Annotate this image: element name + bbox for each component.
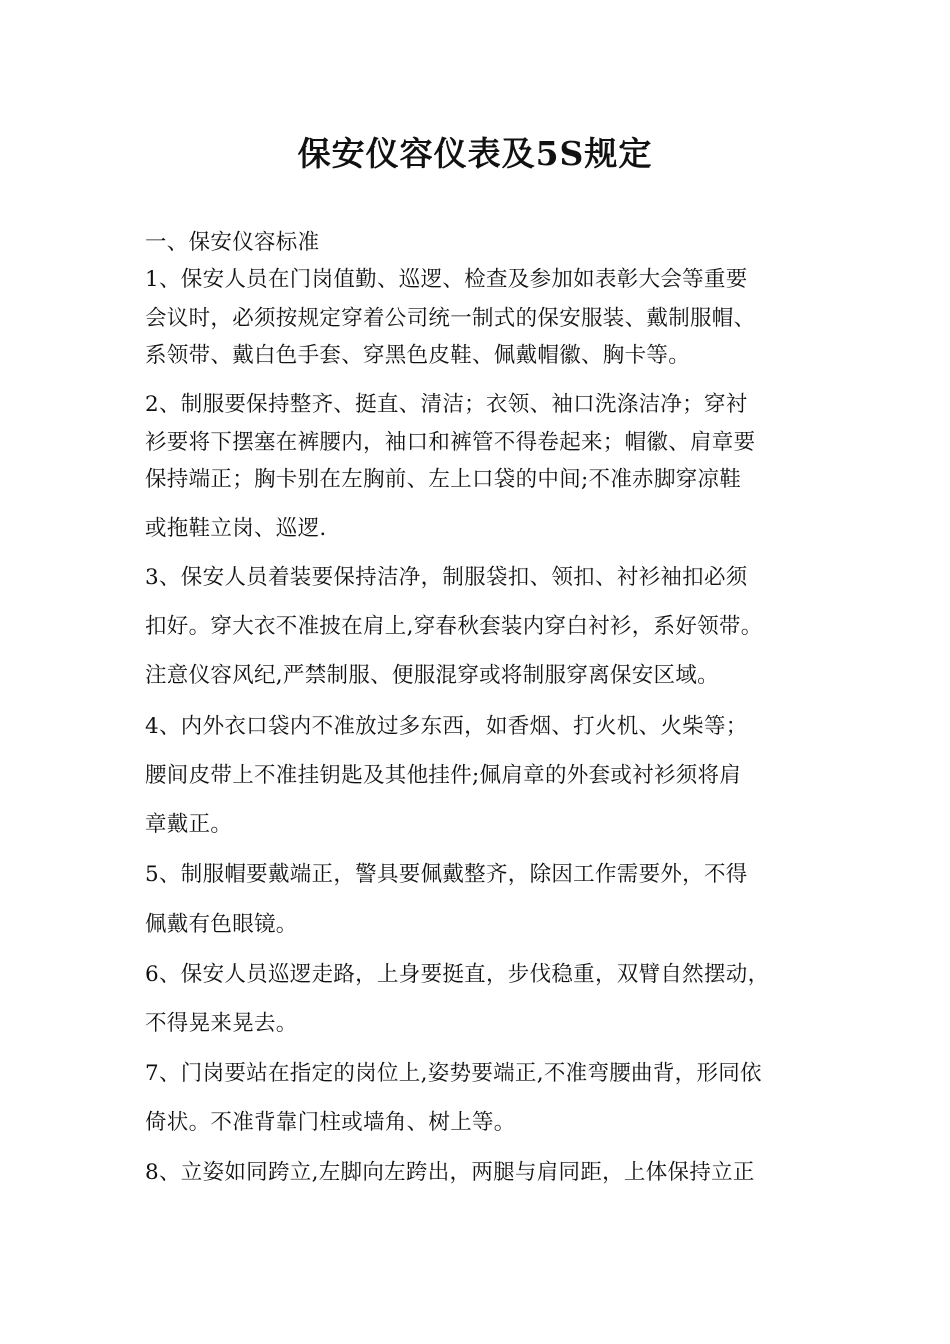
text-line: 4、内外衣口袋内不准放过多东西，如香烟、打火机、火柴等； — [145, 714, 748, 739]
section-heading: 一、保安仪容标准 — [145, 230, 320, 255]
text-line: 保持端正；胸卡别在左胸前、左上口袋的中间;不准赤脚穿凉鞋 — [145, 467, 742, 492]
text-line: 3、保安人员着装要保持洁净，制服袋扣、领扣、衬衫袖扣必须 — [145, 565, 748, 590]
text-line: 1、保安人员在门岗值勤、巡逻、检查及参加如表彰大会等重要 — [145, 267, 748, 292]
text-line: 注意仪容风纪,严禁制服、便服混穿或将制服穿离保安区域。 — [145, 663, 719, 688]
text-line: 或拖鞋立岗、巡逻. — [145, 516, 327, 541]
text-line: 5、制服帽要戴端正，警具要佩戴整齐，除因工作需要外，不得 — [145, 862, 748, 887]
document-title: 保安仪容仪表及5S规定 — [297, 134, 653, 173]
text-line: 系领带、戴白色手套、穿黑色皮鞋、佩戴帽徽、胸卡等。 — [145, 343, 691, 368]
text-line: 佩戴有色眼镜。 — [145, 912, 298, 937]
text-line: 2、制服要保持整齐、挺直、清洁；衣领、袖口洗涤洁净；穿衬 — [145, 392, 748, 417]
text-line: 会议时，必须按规定穿着公司统一制式的保安服装、戴制服帽、 — [145, 306, 756, 331]
text-line: 8、立姿如同跨立,左脚向左跨出，两腿与肩同距，上体保持立正 — [145, 1160, 755, 1185]
text-line: 章戴正。 — [145, 812, 233, 837]
text-line: 扣好。穿大衣不准披在肩上,穿春秋套装内穿白衬衫，系好领带。 — [145, 614, 763, 639]
text-line: 衫要将下摆塞在裤腰内，袖口和裤管不得卷起来；帽徽、肩章要 — [145, 430, 756, 455]
text-line: 6、保安人员巡逻走路，上身要挺直，步伐稳重，双臂自然摆动， — [145, 962, 770, 987]
text-line: 腰间皮带上不准挂钥匙及其他挂件;佩肩章的外套或衬衫须将肩 — [145, 763, 742, 788]
text-line: 不得晃来晃去。 — [145, 1011, 298, 1036]
text-line: 倚状。不准背靠门柱或墙角、树上等。 — [145, 1110, 516, 1135]
text-line: 7、门岗要站在指定的岗位上,姿势要端正,不准弯腰曲背，形同依 — [145, 1061, 762, 1086]
